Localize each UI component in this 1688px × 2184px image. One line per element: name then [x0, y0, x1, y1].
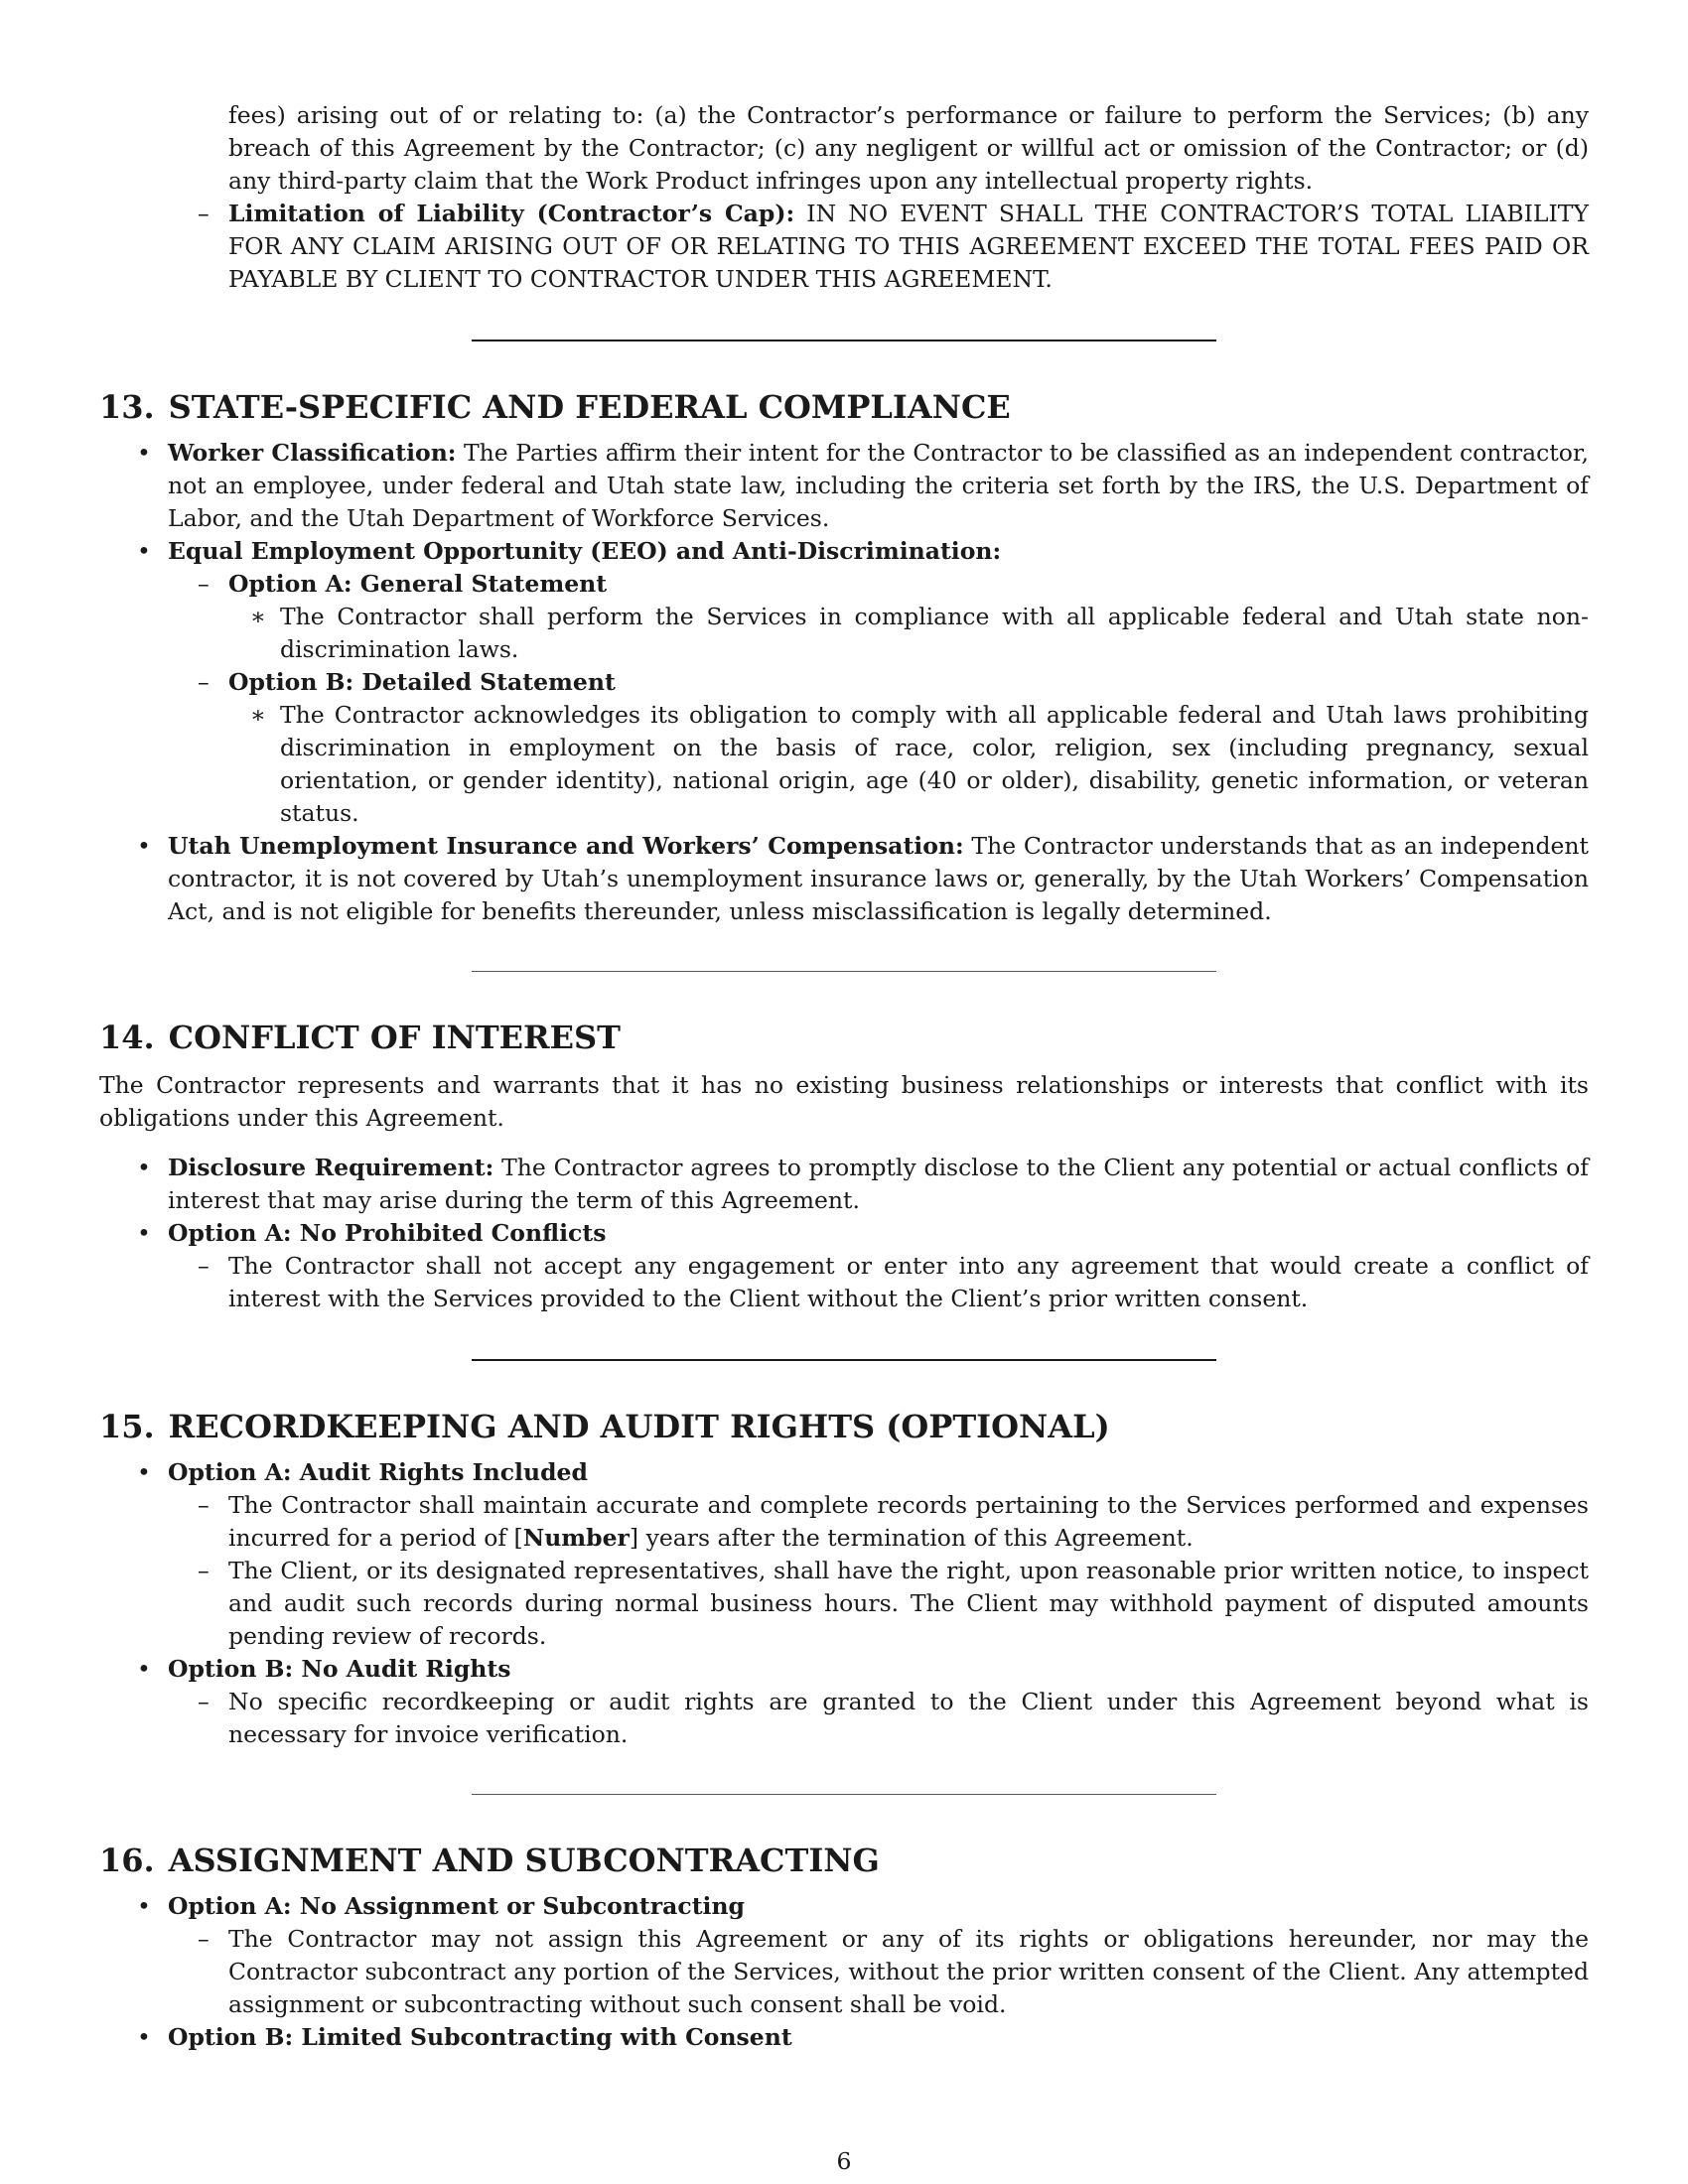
section-divider — [472, 971, 1216, 972]
audit-records-text-post: years after the termination of this Agreement. — [645, 1524, 1194, 1552]
section-16-list — [99, 1890, 1589, 2054]
eeo-option-a-text: ∗ The Contractor shall perform the Services in compliance with all applicable federal and Utah state non-discrimination laws. — [228, 601, 1589, 666]
section-14-list — [99, 1152, 1589, 1315]
audit-option-b — [99, 1653, 1589, 1751]
page-content — [99, 97, 1589, 2054]
eeo-option-b — [168, 666, 1589, 830]
conflict-option-a — [99, 1217, 1589, 1315]
assignment-option-a-list — [168, 1923, 1589, 2021]
no-audit-rights-text: – No specific recordkeeping or audit rights are granted to the Client under this Agreement beyond what is necessary for invoice verification. — [168, 1686, 1589, 1751]
limitation-label: Limitation of Liability (Contractor’s Cap): — [228, 200, 795, 227]
section-13-title: STATE-SPECIFIC AND FEDERAL COMPLIANCE — [168, 388, 1011, 426]
worker-classification-item — [99, 437, 1589, 535]
section-16-number: 16. — [99, 1842, 155, 1879]
conflict-option-a-list — [168, 1250, 1589, 1315]
worker-classification-text: The Parties affirm their intent for the Contractor to be classified as an independent contractor, not an employee, under federal and Utah state law, including the criteria set forth by the IRS, the U.S. Department of Labor, and the Utah Department of Workforce Services. — [168, 439, 1589, 532]
eeo-option-a-label: Option A: General Statement — [228, 570, 608, 598]
audit-records-item: – The Contractor shall maintain accurate and complete records pertaining to the Services performed and expenses incurred for a period of [Number] years after the termination of this Agreement. — [168, 1489, 1589, 1555]
section-divider — [472, 1359, 1216, 1361]
assignment-option-b — [99, 2021, 1589, 2054]
section-15-title: RECORDKEEPING AND AUDIT RIGHTS (OPTIONAL) — [168, 1408, 1110, 1445]
eeo-option-b-label: Option B: Detailed Statement — [228, 668, 616, 696]
section-14-number: 14. — [99, 1019, 155, 1056]
section-14-heading — [99, 1018, 1589, 1057]
audit-option-b-label: Option B: No Audit Rights — [168, 1655, 511, 1683]
eeo-option-b-list — [228, 699, 1589, 830]
worker-classification-label: Worker Classification: — [168, 439, 457, 467]
eeo-option-b-text: ∗ The Contractor acknowledges its obligation to comply with all applicable federal and Utah laws prohibiting discrimination in employment on the basis of race, color, religion, sex (including pregnancy, sexual orientation, or gender identity), national origin, age (40 or older), disability, genetic information, or veteran status. — [228, 699, 1589, 830]
section-divider — [472, 1794, 1216, 1795]
audit-inspection-item: – The Client, or its designated representatives, shall have the right, upon reasonable prior written notice, to inspect and audit such records during normal business hours. The Client may withhold payment of disputed amounts pending review of records. — [168, 1555, 1589, 1653]
audit-option-a — [99, 1456, 1589, 1653]
audit-option-a-label: Option A: Audit Rights Included — [168, 1458, 588, 1486]
section-13-list — [99, 437, 1589, 928]
assignment-option-a-label: Option A: No Assignment or Subcontracting — [168, 1892, 745, 1920]
section-13-heading — [99, 387, 1589, 427]
section-16-title: ASSIGNMENT AND SUBCONTRACTING — [168, 1842, 880, 1879]
page-number: 6 — [836, 2147, 852, 2175]
conflict-option-a-text: – The Contractor shall not accept any engagement or enter into any agreement that would create a conflict of interest with the Services provided to the Client without the Client’s prior written consent. — [168, 1250, 1589, 1315]
disclosure-text: The Contractor agrees to promptly disclose to the Client any potential or actual conflicts of interest that may arise during the term of this Agreement. — [168, 1154, 1589, 1214]
section-divider — [472, 340, 1216, 341]
section-13-number: 13. — [99, 388, 155, 426]
audit-option-a-list — [168, 1489, 1589, 1653]
eeo-label: Equal Employment Opportunity (EEO) and Anti-Discrimination: — [168, 537, 1002, 565]
eeo-option-a-list — [228, 601, 1589, 666]
unemployment-insurance-item — [99, 830, 1589, 928]
eeo-option-a — [168, 568, 1589, 666]
no-assignment-text: – The Contractor may not assign this Agreement or any of its rights or obligations hereunder, nor may the Contractor subcontract any portion of the Services, without the prior written consent of the Client. Any attempted assignment or subcontracting without such consent shall be void. — [168, 1923, 1589, 2021]
conflict-option-a-label: Option A: No Prohibited Conflicts — [168, 1219, 607, 1247]
indemnity-continuation: fees) arising out of or relating to: (a) the Contractor’s performance or failure to perform the Services; (b) any breach of this Agreement by the Contractor; (c) any negligent or willful act or omission of the Contractor; or (d) any third-party claim that the Work Product infringes upon any intellectual property rights. — [228, 101, 1589, 195]
disclosure-label: Disclosure Requirement: — [168, 1154, 494, 1181]
eeo-item — [99, 535, 1589, 830]
disclosure-item — [99, 1152, 1589, 1217]
section-14-intro: The Contractor represents and warrants that it has no existing business relationships or interests that conflict with its obligations under this Agreement. — [99, 1071, 1589, 1132]
assignment-option-a — [99, 1890, 1589, 2021]
audit-option-b-list — [168, 1686, 1589, 1751]
limitation-of-liability — [168, 198, 1589, 296]
assignment-option-b-label: Option B: Limited Subcontracting with Consent — [168, 2023, 792, 2051]
unemployment-insurance-text: The Contractor understands that as an independent contractor, it is not covered by Utah’s unemployment insurance laws or, generally, by the Utah Workers’ Compensation Act, and is not eligible for benefits thereunder, unless misclassification is legally determined. — [168, 832, 1589, 925]
audit-records-text-pre: The Contractor shall maintain accurate and complete records pertaining to the Services performed and expenses incurred for a period of — [228, 1491, 1589, 1552]
section-15-list — [99, 1456, 1589, 1751]
section-16-heading — [99, 1841, 1589, 1880]
limitation-list — [168, 198, 1589, 296]
limitation-text: IN NO EVENT SHALL THE CONTRACTOR’S TOTAL LIABILITY FOR ANY CLAIM ARISING OUT OF OR RELATING TO THIS AGREEMENT EXCEED THE TOTAL FEES PAID OR PAYABLE BY CLIENT TO CONTRACTOR UNDER THIS AGREEMENT. — [228, 200, 1589, 293]
section-14-title: CONFLICT OF INTEREST — [168, 1019, 621, 1056]
years-placeholder: Number — [522, 1524, 630, 1552]
eeo-options — [168, 568, 1589, 830]
section-15-heading — [99, 1407, 1589, 1446]
unemployment-insurance-label: Utah Unemployment Insurance and Workers’ Compensation: — [168, 832, 964, 860]
section-15-number: 15. — [99, 1408, 155, 1445]
